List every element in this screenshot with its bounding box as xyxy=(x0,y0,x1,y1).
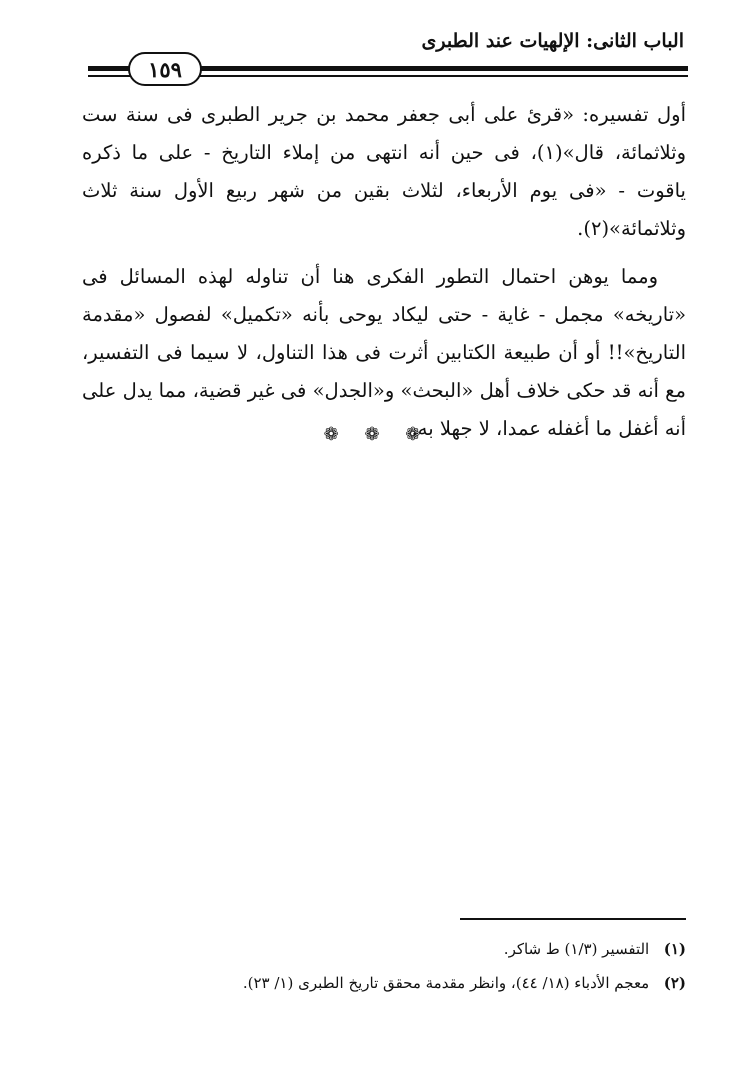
footnote-1 xyxy=(100,932,686,966)
footnote-2-number: (٢) xyxy=(663,974,686,992)
paragraph-1: أول تفسيره: «قرئ على أبى جعفر محمد بن جرير الطبرى فى سنة ست وثلاثمائة، قال»(١)، فى حين أنه انتهى من إملاء التاريخ - على ما ذكره ياقوت - «فى يوم الأربعاء، لثلاث بقين من شهر ربيع الأول سنة ثلاث وثلاثمائة»(٢). xyxy=(82,103,687,240)
footnote-1-number: (١) xyxy=(663,940,686,958)
footnote-2-text: معجم الأدباء (١٨/ ٤٤)، وانظر مقدمة محقق تاريخ الطبرى (١/ ٢٣). xyxy=(242,974,650,992)
footnote-1-text: التفسير (١/٣) ط شاكر. xyxy=(503,940,650,958)
footnote-separator xyxy=(460,918,686,920)
page-number: ١٥٩ xyxy=(128,52,202,86)
main-text xyxy=(82,96,686,448)
paragraph-2: ومما يوهن احتمال التطور الفكرى هنا أن تناوله لهذه المسائل فى «تاريخه» مجمل - غاية - حتى ليكاد يوحى بأنه «تكميل» لفصول «مقدمة التاريخ»!! أو أن طبيعة الكتابين أثرت فى هذا التناول، لا سيما فى التفسير، مع أنه قد حكى خلاف أهل «البحث» و«الجدل» فى غير قضية، مما يدل على أنه أغفل ما أغفله عمدا، لا جهلا به. xyxy=(82,265,686,440)
footnote-2 xyxy=(100,966,686,1000)
section-ornament: ❁ ❁ ❁ xyxy=(323,424,431,445)
footnotes xyxy=(100,932,686,1000)
running-head-title: الباب الثانى: الإلهيات عند الطبرى xyxy=(421,30,684,52)
